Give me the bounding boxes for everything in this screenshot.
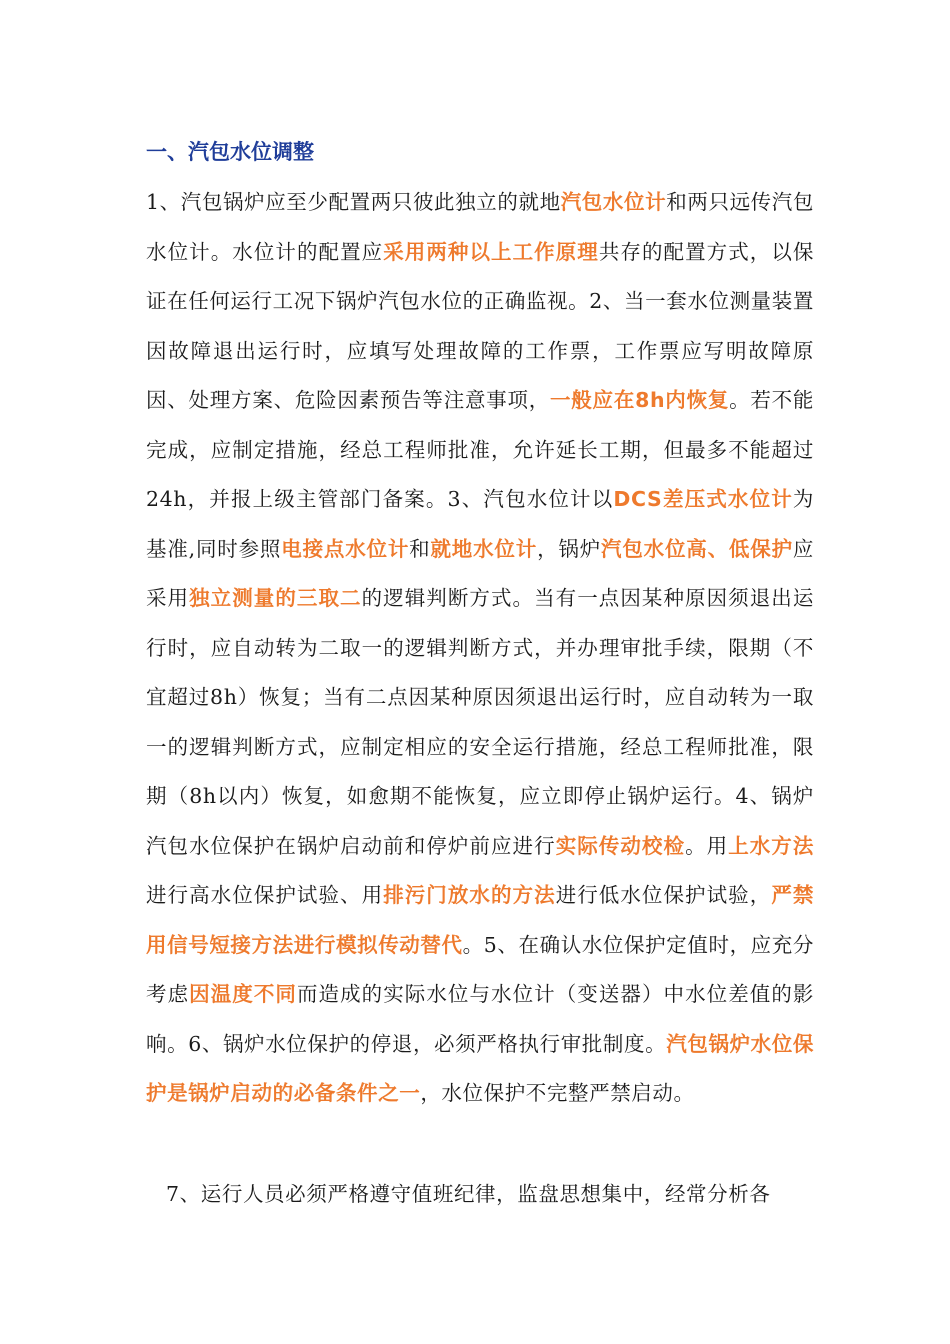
body-text-segment: ，水位保护不完整严禁启动。 <box>420 1081 695 1105</box>
body-text-segment: 而造成的实际水位与水位计（变送器）中水位差值的影响。6、锅炉水位保护的停退，必须严格执行审批制度。 <box>146 982 815 1056</box>
highlighted-text: 因温度不同 <box>189 982 297 1006</box>
highlighted-text: 汽包水位高、低保护 <box>601 536 793 561</box>
highlighted-text: 电接点水位计 <box>281 536 410 561</box>
highlighted-text: 独立测量的三取二 <box>189 586 362 610</box>
body-text-segment: 应采用 <box>146 536 814 610</box>
body-text-segment: 。用 <box>685 833 729 858</box>
highlighted-text: 严禁用信号短接方法进行模拟传动替代 <box>146 883 814 957</box>
body-paragraph-2: 7、运行人员必须严格遵守值班纪律，监盘思想集中，经常分析各 <box>166 1182 771 1206</box>
body-text-segment: 为基准,同时参照 <box>146 487 815 561</box>
highlighted-text: DCS差压式水位计 <box>613 487 793 511</box>
body-text-segment: ，锅炉 <box>537 536 602 561</box>
body-text-segment: 的逻辑判断方式。当有一点因某种原因须退出运行时，应自动转为二取一的逻辑判断方式，并办理审批手续，限期（不宜超过8h）恢复；当有二点因某种原因须退出运行时，应自动转为一取一的逻辑判断方式，应制定相应的安全运行措施，经总工程师批准，限期（8h以内）恢复，如愈期不能恢复，应立即停止锅炉运行。4、锅炉汽包水位保护在锅炉启动前和停炉前应进行 <box>146 586 814 858</box>
highlighted-text: 排污门放水的方法 <box>383 883 556 907</box>
body-text-segment: 。若不能完成，应制定措施，经总工程师批准，允许延长工期，但最多不能超过24h，并报上级主管部门备案。3、汽包水位计以 <box>146 388 815 511</box>
highlighted-text: 上水方法 <box>728 833 814 858</box>
highlighted-text: 汽包锅炉水位保护是锅炉启动的必备条件之一 <box>146 1031 814 1105</box>
highlighted-text: 一般应在8h内恢复 <box>550 388 730 412</box>
body-text-segment: 和两只远传汽包水位计。水位计的配置应 <box>146 190 814 264</box>
highlighted-text: 实际传动校检 <box>555 833 686 858</box>
body-text-segment: 和 <box>409 536 431 561</box>
section-heading: 一、汽包水位调整 <box>146 140 314 164</box>
body-paragraph <box>146 178 814 1119</box>
highlighted-text: 就地水位计 <box>430 536 538 561</box>
body-text-segment: 进行低水位保护试验， <box>555 883 772 907</box>
highlighted-text: 采用两种以上工作原理 <box>383 239 599 264</box>
highlighted-text: 汽包水位计 <box>560 190 667 214</box>
body-text-segment: 进行高水位保护试验、用 <box>146 883 384 907</box>
body-text-segment: 。5、在确认水位保护定值时，应充分考虑 <box>146 932 814 1006</box>
body-text-segment: 共存的配置方式，以保证在任何运行工况下锅炉汽包水位的正确监视。2、当一套水位测量装置因故障退出运行时，应填写处理故障的工作票，工作票应写明故障原因、处理方案、危险因素预告等注意事项， <box>146 239 815 412</box>
body-text-segment: 1、汽包锅炉应至少配置两只彼此独立的就地 <box>146 190 561 214</box>
